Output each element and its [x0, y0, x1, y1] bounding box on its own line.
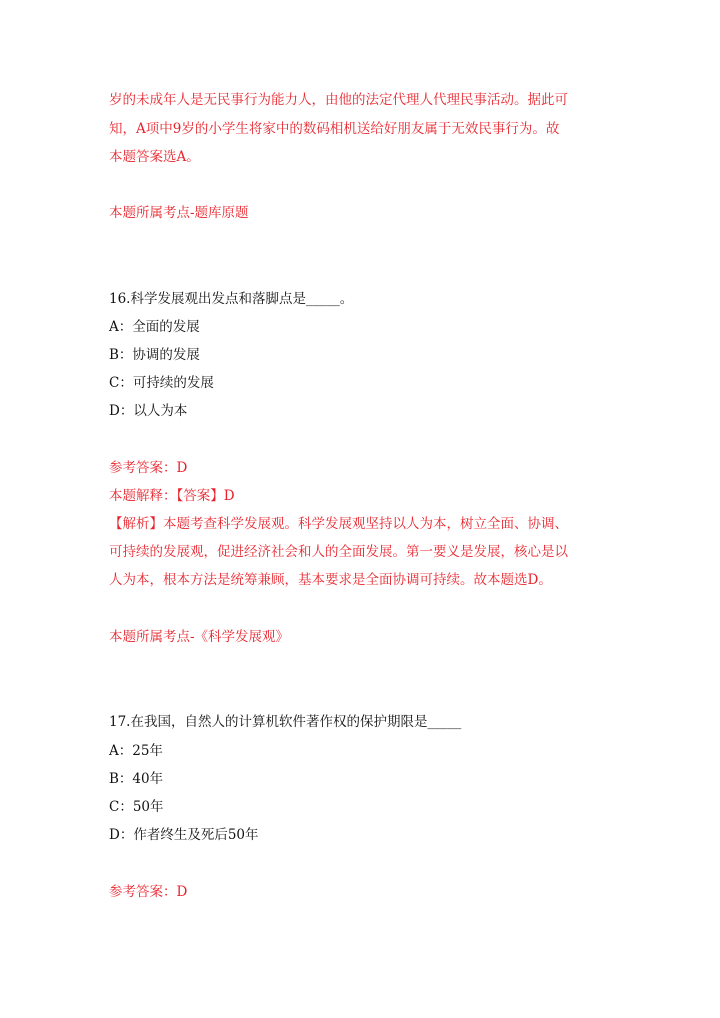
prev-explanation-line-3: 本题答案选A。: [109, 149, 200, 165]
q17-option-b: B：40年: [109, 771, 164, 787]
q16-option-c: C：可持续的发展: [109, 375, 214, 391]
q16-explanation-line-1: 【解析】本题考查科学发展观。科学发展观坚持以人为本，树立全面、协调、: [109, 516, 568, 532]
q16-option-d: D：以人为本: [109, 403, 188, 419]
q16-explanation-line-3: 人为本，根本方法是统筹兼顾，基本要求是全面协调可持续。故本题选D。: [109, 572, 552, 588]
q16-option-b: B：协调的发展: [109, 347, 200, 363]
q17-question: 17.在我国，自然人的计算机软件著作权的保护期限是_____: [109, 714, 462, 730]
q17-option-c: C：50年: [109, 799, 164, 815]
q16-option-a: A：全面的发展: [109, 319, 200, 335]
q17-answer: 参考答案：D: [109, 884, 188, 900]
prev-category: 本题所属考点-题库原题: [109, 205, 249, 221]
q16-explanation-title: 本题解释：【答案】D: [109, 488, 235, 504]
q17-option-a: A：25年: [109, 743, 163, 759]
q16-category: 本题所属考点-《科学发展观》: [109, 629, 290, 645]
q17-option-d: D：作者终生及死后50年: [109, 827, 259, 843]
q16-answer: 参考答案：D: [109, 460, 188, 476]
prev-explanation-line-1: 岁的未成年人是无民事行为能力人，由他的法定代理人代理民事活动。据此可: [109, 92, 568, 108]
prev-explanation-line-2: 知，A项中9岁的小学生将家中的数码相机送给好朋友属于无效民事行为。故: [109, 121, 560, 137]
q16-explanation-line-2: 可持续的发展观，促进经济社会和人的全面发展。第一要义是发展，核心是以: [109, 544, 568, 560]
q16-question: 16.科学发展观出发点和落脚点是_____。: [109, 291, 354, 307]
